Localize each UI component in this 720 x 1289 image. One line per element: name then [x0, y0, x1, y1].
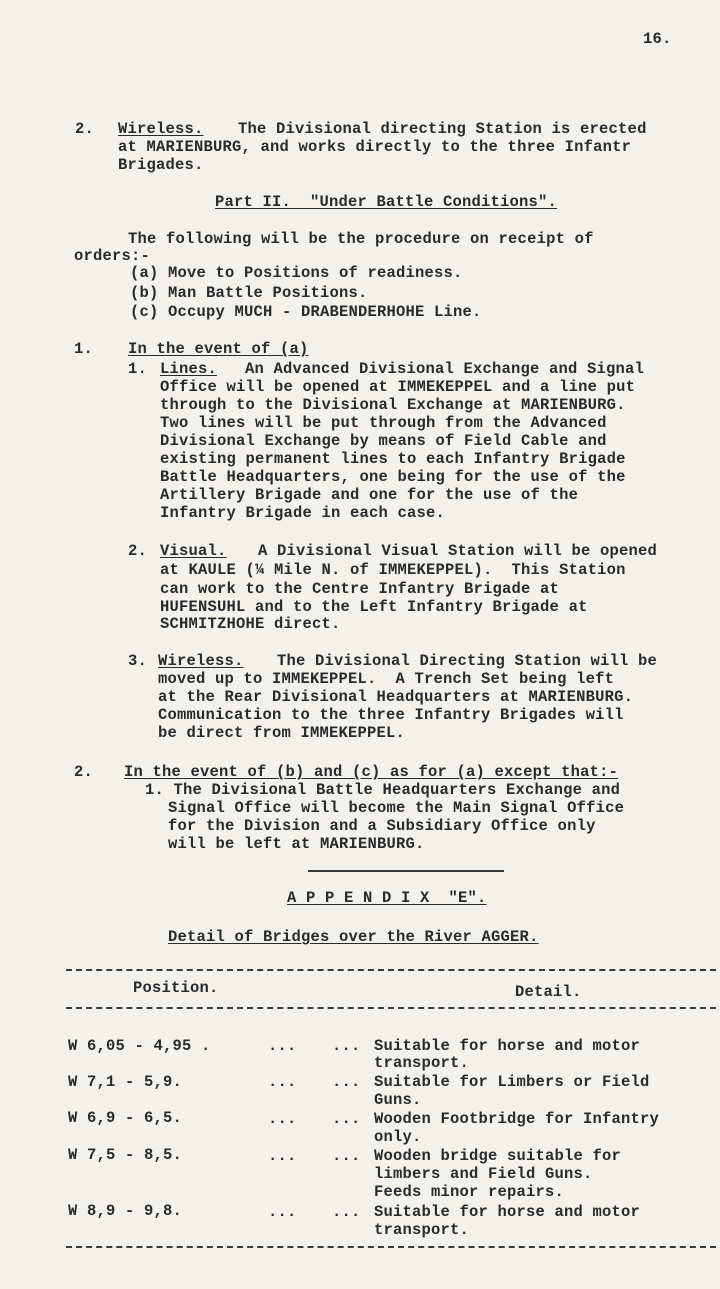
table-cell-dots: ...: [332, 1110, 361, 1128]
order-item: (c) Occupy MUCH - DRABENDERHOHE Line.: [130, 303, 482, 321]
table-cell-detail: Suitable for Limbers or Field: [374, 1073, 650, 1091]
item-line: Infantry Brigade in each case.: [160, 504, 446, 522]
event-number: 1.: [74, 340, 94, 358]
event-heading: In the event of (a): [128, 340, 309, 358]
item-number: 3.: [128, 652, 148, 670]
table-cell-dots: ...: [268, 1073, 297, 1091]
appendix-title: A P P E N D I X "E".: [287, 889, 487, 907]
item-number: 1.: [128, 360, 148, 378]
table-cell-dots: ...: [268, 1147, 297, 1165]
table-cell-detail: Suitable for horse and motor: [374, 1203, 641, 1221]
item-heading: Lines.: [160, 360, 218, 378]
item-line: The Divisional Directing Station will be: [277, 652, 658, 670]
item-line: moved up to IMMEKEPPEL. A Trench Set being left: [158, 670, 615, 688]
item-line: HUFENSUHL and to the Left Infantry Brigade at: [160, 598, 588, 616]
item-line: be direct from IMMEKEPPEL.: [158, 724, 406, 742]
table-cell-detail: Feeds minor repairs.: [374, 1183, 565, 1201]
item-line: existing permanent lines to each Infantry Brigade: [160, 450, 626, 468]
event-line: 1. The Divisional Battle Headquarters Exchange and: [145, 781, 621, 799]
item-line: Two lines will be put through from the Advanced: [160, 414, 607, 432]
item-line: through to the Divisional Exchange at MARIENBURG.: [160, 396, 626, 414]
section-heading: Wireless.: [118, 120, 204, 138]
item-line: Battle Headquarters, one being for the use of the: [160, 468, 626, 486]
event-number: 2.: [74, 763, 94, 781]
table-cell-detail: Wooden bridge suitable for: [374, 1147, 622, 1165]
table-cell-detail: Suitable for horse and motor: [374, 1037, 641, 1055]
table-cell-detail: transport.: [374, 1221, 470, 1239]
order-item: (a) Move to Positions of readiness.: [130, 264, 463, 282]
paragraph-line: The Divisional directing Station is erected: [238, 120, 647, 138]
table-cell-dots: ...: [332, 1073, 361, 1091]
item-heading: Wireless.: [158, 652, 244, 670]
item-line: at the Rear Divisional Headquarters at MARIENBURG.: [158, 688, 634, 706]
event-heading: In the event of (b) and (c) as for (a) except that:-: [124, 763, 619, 781]
table-cell-dots: ...: [332, 1147, 361, 1165]
table-header-detail: Detail.: [515, 983, 582, 1001]
paragraph-line: Brigades.: [118, 156, 204, 174]
order-item: (b) Man Battle Positions.: [130, 284, 368, 302]
part-heading: Part II. "Under Battle Conditions".: [215, 193, 558, 211]
table-cell-detail: Wooden Footbridge for Infantry: [374, 1110, 660, 1128]
page-number: 16.: [643, 30, 672, 48]
section-divider: [308, 870, 504, 872]
table-header-position: Position.: [133, 979, 219, 997]
item-line: Communication to the three Infantry Brigades will: [158, 706, 624, 724]
item-heading: Visual.: [160, 542, 227, 560]
table-cell-position: W 8,9 - 9,8.: [68, 1202, 183, 1220]
item-line: A Divisional Visual Station will be opened: [258, 542, 658, 560]
event-line: for the Division and a Subsidiary Office only: [168, 817, 596, 835]
table-cell-position: W 6,9 - 6,5.: [68, 1109, 183, 1127]
table-cell-detail: limbers and Field Guns.: [374, 1165, 593, 1183]
table-cell-dots: ...: [268, 1037, 297, 1055]
appendix-subtitle: Detail of Bridges over the River AGGER.: [168, 928, 539, 946]
event-line: Signal Office will become the Main Signal Office: [168, 799, 625, 817]
table-cell-position: W 6,05 - 4,95 .: [68, 1037, 211, 1055]
table-cell-position: W 7,5 - 8,5.: [68, 1146, 183, 1164]
section-number: 2.: [75, 120, 95, 138]
table-cell-detail: transport.: [374, 1054, 470, 1072]
paragraph-line: at MARIENBURG, and works directly to the three Infantr: [118, 138, 632, 156]
table-header-rule: [66, 1007, 716, 1009]
item-number: 2.: [128, 542, 148, 560]
table-bottom-rule: [66, 1246, 716, 1248]
table-cell-dots: ...: [332, 1203, 361, 1221]
table-cell-dots: ...: [268, 1203, 297, 1221]
table-top-rule: [66, 969, 716, 971]
table-cell-dots: ...: [332, 1037, 361, 1055]
table-cell-dots: ...: [268, 1110, 297, 1128]
item-line: Artillery Brigade and one for the use of the: [160, 486, 579, 504]
table-cell-detail: Guns.: [374, 1091, 422, 1109]
table-cell-position: W 7,1 - 5,9.: [68, 1073, 183, 1091]
item-line: Divisional Exchange by means of Field Cable and: [160, 432, 607, 450]
intro-line: orders:-: [74, 247, 151, 265]
table-cell-detail: only.: [374, 1128, 422, 1146]
intro-line: The following will be the procedure on receipt of: [128, 230, 594, 248]
item-line: SCHMITZHOHE direct.: [160, 615, 341, 633]
item-line: Office will be opened at IMMEKEPPEL and a line put: [160, 378, 636, 396]
item-line: An Advanced Divisional Exchange and Signal: [245, 360, 645, 378]
item-line: at KAULE (¼ Mile N. of IMMEKEPPEL). This Station: [160, 561, 626, 579]
item-line: can work to the Centre Infantry Brigade at: [160, 580, 560, 598]
event-line: will be left at MARIENBURG.: [168, 835, 425, 853]
